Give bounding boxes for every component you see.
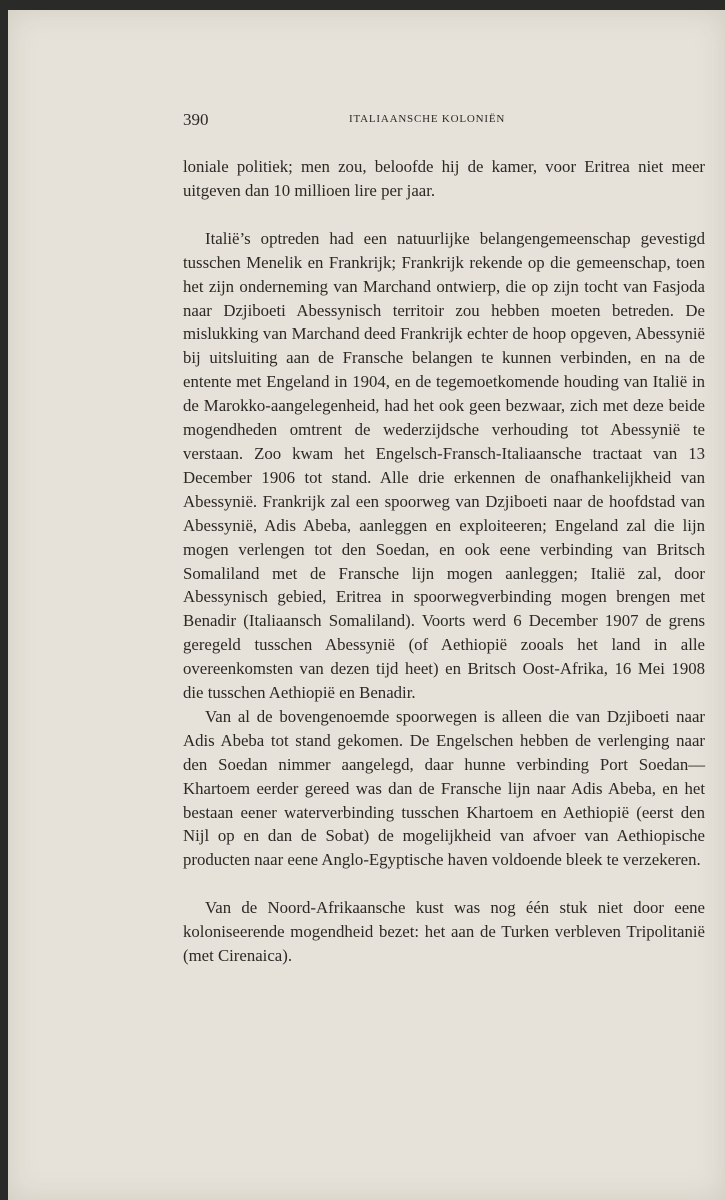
paragraph-railways: Van al de bovengenoemde spoorwegen is alleen die van Dzjiboeti naar Adis Abeba tot stand gekomen. De Engelschen hebben de verlenging naar den Soedan nimmer aangelegd, daar hunne verbinding Port Soedan—Khartoem eerder gereed was dan de Fransche lijn naar Adis Abeba, en het bestaan eener waterverbinding tusschen Khartoem en Aethiopië (eerst den Nijl op en dan de Sobat) de mogelijkheid van afvoer van Aethiopische producten naar eene Anglo-Egyptische haven voldoende bleek te verzekeren. bbox=[183, 706, 705, 870]
paragraph-tripolitania: Van de Noord-Afrikaansche kust was nog één stuk niet door eene koloniseerende mogendheid bezet: het aan de Turken verbleven Tripolitanië (met Cirenaica). bbox=[183, 898, 705, 966]
book-page bbox=[8, 10, 725, 1200]
body-text bbox=[183, 155, 705, 968]
page-header bbox=[183, 110, 703, 136]
running-title: ITALIAANSCHE KOLONIËN bbox=[349, 113, 506, 125]
paragraph-gap bbox=[183, 203, 705, 227]
page-number: 390 bbox=[183, 110, 209, 129]
paragraph-gap bbox=[183, 872, 705, 896]
paragraph-italy-abyssinia: Italië’s optreden had een natuurlijke belangengemeenschap gevestigd tusschen Menelik en Frankrijk; Frankrijk rekende op die gemeenschap, toen het zijn onderneming van Marchand ontwierp, die op zijn tocht van Fasjoda naar Dzjiboeti Abessynisch territoir zou hebben moeten betreden. De mislukking van Marchand deed Frankrijk echter de hoop opgeven, Abessynië bij uitsluiting aan de Fransche belangen te kunnen verbinden, en na de entente met Engeland in 1904, en de tegemoetkomende houding van Italië in de Marokko-aangelegenheid, had het ook geen bezwaar, zich met deze beide mogendheden omtrent de wederzijdsche verhouding tot Abessynië te verstaan. Zoo kwam het Engelsch-Fransch-Italiaansche tractaat van 13 December 1906 tot stand. Alle drie erkennen de onafhankelijkheid van Abessynië. Frankrijk zal een spoorweg van Dzjiboeti naar de hoofdstad van Abessynië, Adis Abeba, aanleggen en exploiteeren; Engeland zal die lijn mogen verlengen tot den Soedan, en ook eene verbinding van Britsch Somaliland met de Fransche lijn mogen aanleggen; Italië zal, door Abessynisch gebied, Eritrea in spoorwegverbinding mogen brengen met Benadir (Italiaansch Somaliland). Voorts werd 6 December 1907 de grens geregeld tusschen Abessynië (of Aethiopië zooals het land in alle overeenkomsten van dezen tijd heet) en Britsch Oost-Afrika, 16 Mei 1908 die tusschen Aethiopië en Benadir. bbox=[183, 228, 705, 703]
paragraph-continuation: loniale politiek; men zou, beloofde hij de kamer, voor Eritrea niet meer uitgeven dan 10 millioen lire per jaar. bbox=[183, 157, 705, 200]
